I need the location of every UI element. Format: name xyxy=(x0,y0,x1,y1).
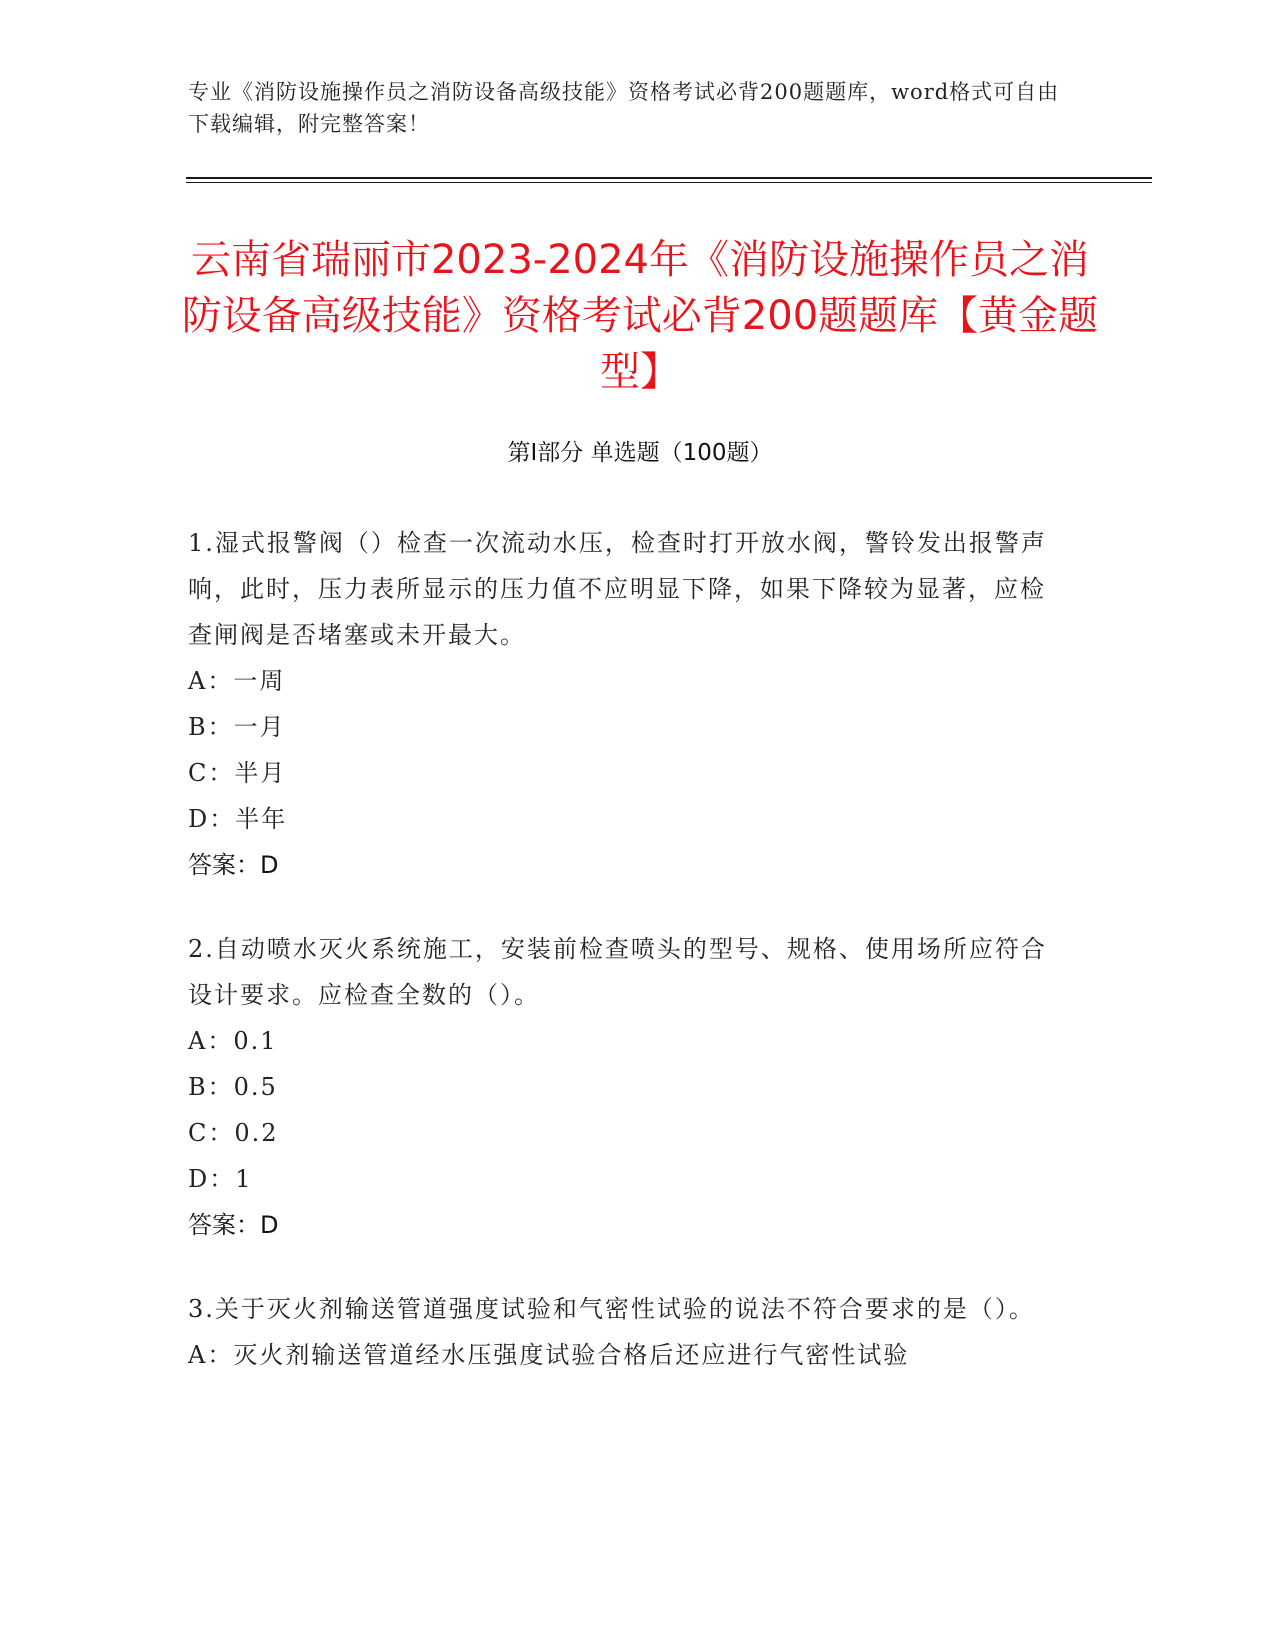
question-option: D：半年 xyxy=(188,805,288,833)
header-divider-thin xyxy=(186,182,1152,183)
question-option: B：0.5 xyxy=(188,1073,278,1101)
document-title: 云南省瑞丽市2023-2024年《消防设施操作员之消防设备高级技能》资格考试必背200题题库【黄金题型】 xyxy=(181,237,1099,395)
question-item xyxy=(188,520,1068,888)
question-answer: 答案：D xyxy=(188,851,279,879)
question-list xyxy=(188,520,1068,1416)
question-option: C：0.2 xyxy=(188,1119,279,1147)
question-option: B：一月 xyxy=(188,713,286,741)
question-answer: 答案：D xyxy=(188,1211,279,1239)
question-option: A：灭火剂输送管道经水压强度试验合格后还应进行气密性试验 xyxy=(188,1341,910,1369)
question-option: D：1 xyxy=(188,1165,253,1193)
question-item xyxy=(188,1286,1068,1378)
section-title: 第Ⅰ部分 单选题（100题） xyxy=(507,440,773,466)
question-option: C：半月 xyxy=(188,759,287,787)
question-item xyxy=(188,926,1068,1248)
header-divider-thick xyxy=(186,177,1152,179)
question-stem: 2.自动喷水灭火系统施工，安装前检查喷头的型号、规格、使用场所应符合设计要求。应检查全数的（）。 xyxy=(188,935,1047,1009)
question-option: A：一周 xyxy=(188,667,286,695)
question-option: A：0.1 xyxy=(188,1027,278,1055)
question-stem: 1.湿式报警阀（）检查一次流动水压，检查时打开放水阀，警铃发出报警声响，此时，压力表所显示的压力值不应明显下降，如果下降较为显著，应检查闸阀是否堵塞或未开最大。 xyxy=(188,529,1047,649)
header-note: 专业《消防设施操作员之消防设备高级技能》资格考试必背200题题库，word格式可自由下载编辑，附完整答案！ xyxy=(188,80,1060,136)
question-stem: 3.关于灭火剂输送管道强度试验和气密性试验的说法不符合要求的是（）。 xyxy=(188,1295,1035,1323)
